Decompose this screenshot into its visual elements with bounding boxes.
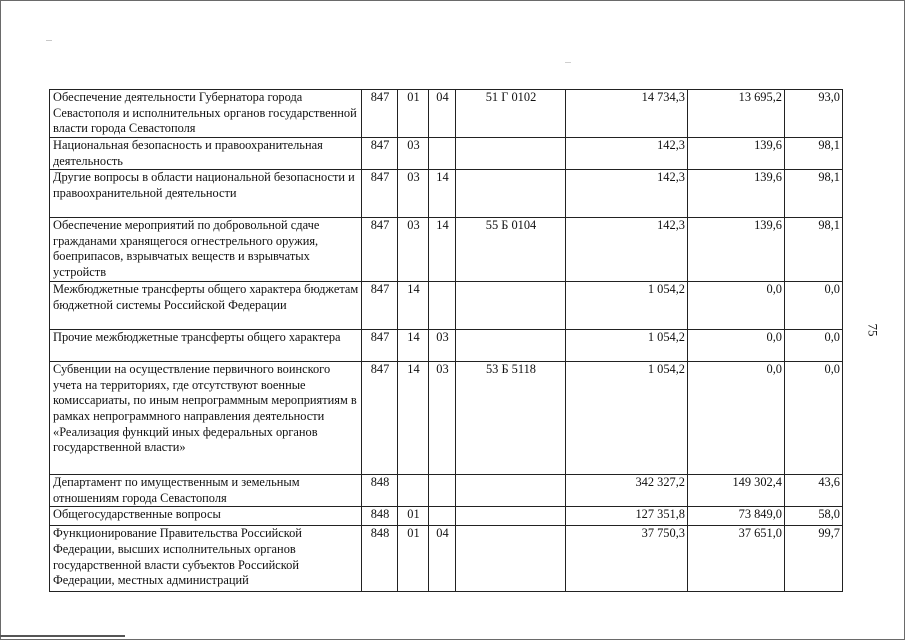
table-row xyxy=(50,282,843,330)
execution-percent-cell: 43,6 xyxy=(785,475,843,507)
section-cell: 14 xyxy=(398,282,429,330)
planned-amount-cell: 14 734,3 xyxy=(566,90,688,138)
ved-cell: 847 xyxy=(362,170,398,218)
planned-amount-cell: 1 054,2 xyxy=(566,330,688,362)
target-article-cell xyxy=(456,138,566,170)
row-name-cell: Обеспечение деятельности Губернатора города Севастополя и исполнительных органов государственной власти города Севастополя xyxy=(50,90,362,138)
ved-cell: 847 xyxy=(362,330,398,362)
section-cell: 03 xyxy=(398,218,429,282)
subsection-cell: 04 xyxy=(429,90,456,138)
actual-amount-cell: 139,6 xyxy=(688,218,785,282)
subsection-cell xyxy=(429,475,456,507)
table-row xyxy=(50,507,843,526)
ved-cell: 847 xyxy=(362,138,398,170)
execution-percent-cell: 98,1 xyxy=(785,138,843,170)
execution-percent-cell: 0,0 xyxy=(785,330,843,362)
row-name-cell: Национальная безопасность и правоохранительная деятельность xyxy=(50,138,362,170)
section-cell: 03 xyxy=(398,170,429,218)
execution-percent-cell: 98,1 xyxy=(785,170,843,218)
subsection-cell: 14 xyxy=(429,170,456,218)
page-number: 75 xyxy=(865,323,881,337)
planned-amount-cell: 127 351,8 xyxy=(566,507,688,526)
actual-amount-cell: 37 651,0 xyxy=(688,526,785,592)
row-name-cell: Обеспечение мероприятий по добровольной сдаче гражданами хранящегося огнестрельного оружия, боеприпасов, взрывчатых веществ и взрывчатых устройств xyxy=(50,218,362,282)
execution-percent-cell: 98,1 xyxy=(785,218,843,282)
ved-cell: 848 xyxy=(362,475,398,507)
subsection-cell: 14 xyxy=(429,218,456,282)
section-cell: 03 xyxy=(398,138,429,170)
planned-amount-cell: 1 054,2 xyxy=(566,362,688,475)
subsection-cell xyxy=(429,138,456,170)
ved-cell: 847 xyxy=(362,90,398,138)
row-name-cell: Субвенции на осуществление первичного воинского учета на территориях, где отсутствуют военные комиссариаты, по иным непрограммным мероприятиям в рамках непрограммного направления деятельности «Реализация функций иных федеральных органов государственной власти» xyxy=(50,362,362,475)
table-row xyxy=(50,170,843,218)
ved-cell: 848 xyxy=(362,507,398,526)
subsection-cell: 03 xyxy=(429,362,456,475)
section-cell xyxy=(398,475,429,507)
execution-percent-cell: 93,0 xyxy=(785,90,843,138)
actual-amount-cell: 13 695,2 xyxy=(688,90,785,138)
planned-amount-cell: 142,3 xyxy=(566,218,688,282)
target-article-cell: 53 Б 5118 xyxy=(456,362,566,475)
section-cell: 01 xyxy=(398,90,429,138)
target-article-cell xyxy=(456,282,566,330)
actual-amount-cell: 149 302,4 xyxy=(688,475,785,507)
target-article-cell: 55 Б 0104 xyxy=(456,218,566,282)
execution-percent-cell: 0,0 xyxy=(785,362,843,475)
row-name-cell: Департамент по имущественным и земельным отношениям города Севастополя xyxy=(50,475,362,507)
planned-amount-cell: 142,3 xyxy=(566,170,688,218)
planned-amount-cell: 1 054,2 xyxy=(566,282,688,330)
row-name-cell: Межбюджетные трансферты общего характера бюджетам бюджетной системы Российской Федерации xyxy=(50,282,362,330)
subsection-cell: 03 xyxy=(429,330,456,362)
planned-amount-cell: 142,3 xyxy=(566,138,688,170)
table-row xyxy=(50,330,843,362)
scan-artifact xyxy=(565,62,571,63)
section-cell: 01 xyxy=(398,526,429,592)
actual-amount-cell: 0,0 xyxy=(688,330,785,362)
planned-amount-cell: 342 327,2 xyxy=(566,475,688,507)
planned-amount-cell: 37 750,3 xyxy=(566,526,688,592)
scan-edge-line xyxy=(0,635,125,637)
execution-percent-cell: 0,0 xyxy=(785,282,843,330)
section-cell: 14 xyxy=(398,362,429,475)
row-name-cell: Прочие межбюджетные трансферты общего характера xyxy=(50,330,362,362)
target-article-cell xyxy=(456,526,566,592)
target-article-cell xyxy=(456,170,566,218)
target-article-cell xyxy=(456,507,566,526)
section-cell: 14 xyxy=(398,330,429,362)
table-row xyxy=(50,90,843,138)
ved-cell: 847 xyxy=(362,362,398,475)
ved-cell: 847 xyxy=(362,218,398,282)
table-row xyxy=(50,526,843,592)
target-article-cell xyxy=(456,330,566,362)
target-article-cell: 51 Г 0102 xyxy=(456,90,566,138)
actual-amount-cell: 73 849,0 xyxy=(688,507,785,526)
table-row xyxy=(50,138,843,170)
table-row xyxy=(50,362,843,475)
subsection-cell xyxy=(429,282,456,330)
section-cell: 01 xyxy=(398,507,429,526)
target-article-cell xyxy=(456,475,566,507)
actual-amount-cell: 0,0 xyxy=(688,362,785,475)
subsection-cell xyxy=(429,507,456,526)
subsection-cell: 04 xyxy=(429,526,456,592)
row-name-cell: Другие вопросы в области национальной безопасности и правоохранительной деятельности xyxy=(50,170,362,218)
execution-percent-cell: 58,0 xyxy=(785,507,843,526)
execution-percent-cell: 99,7 xyxy=(785,526,843,592)
actual-amount-cell: 0,0 xyxy=(688,282,785,330)
table-body xyxy=(50,90,843,592)
actual-amount-cell: 139,6 xyxy=(688,138,785,170)
row-name-cell: Общегосударственные вопросы xyxy=(50,507,362,526)
actual-amount-cell: 139,6 xyxy=(688,170,785,218)
table-row xyxy=(50,218,843,282)
ved-cell: 847 xyxy=(362,282,398,330)
row-name-cell: Функционирование Правительства Российской Федерации, высших исполнительных органов государственной власти субъектов Российской Федерации, местных администраций xyxy=(50,526,362,592)
scan-artifact xyxy=(46,40,52,41)
budget-execution-table xyxy=(49,89,843,592)
ved-cell: 848 xyxy=(362,526,398,592)
table-row xyxy=(50,475,843,507)
